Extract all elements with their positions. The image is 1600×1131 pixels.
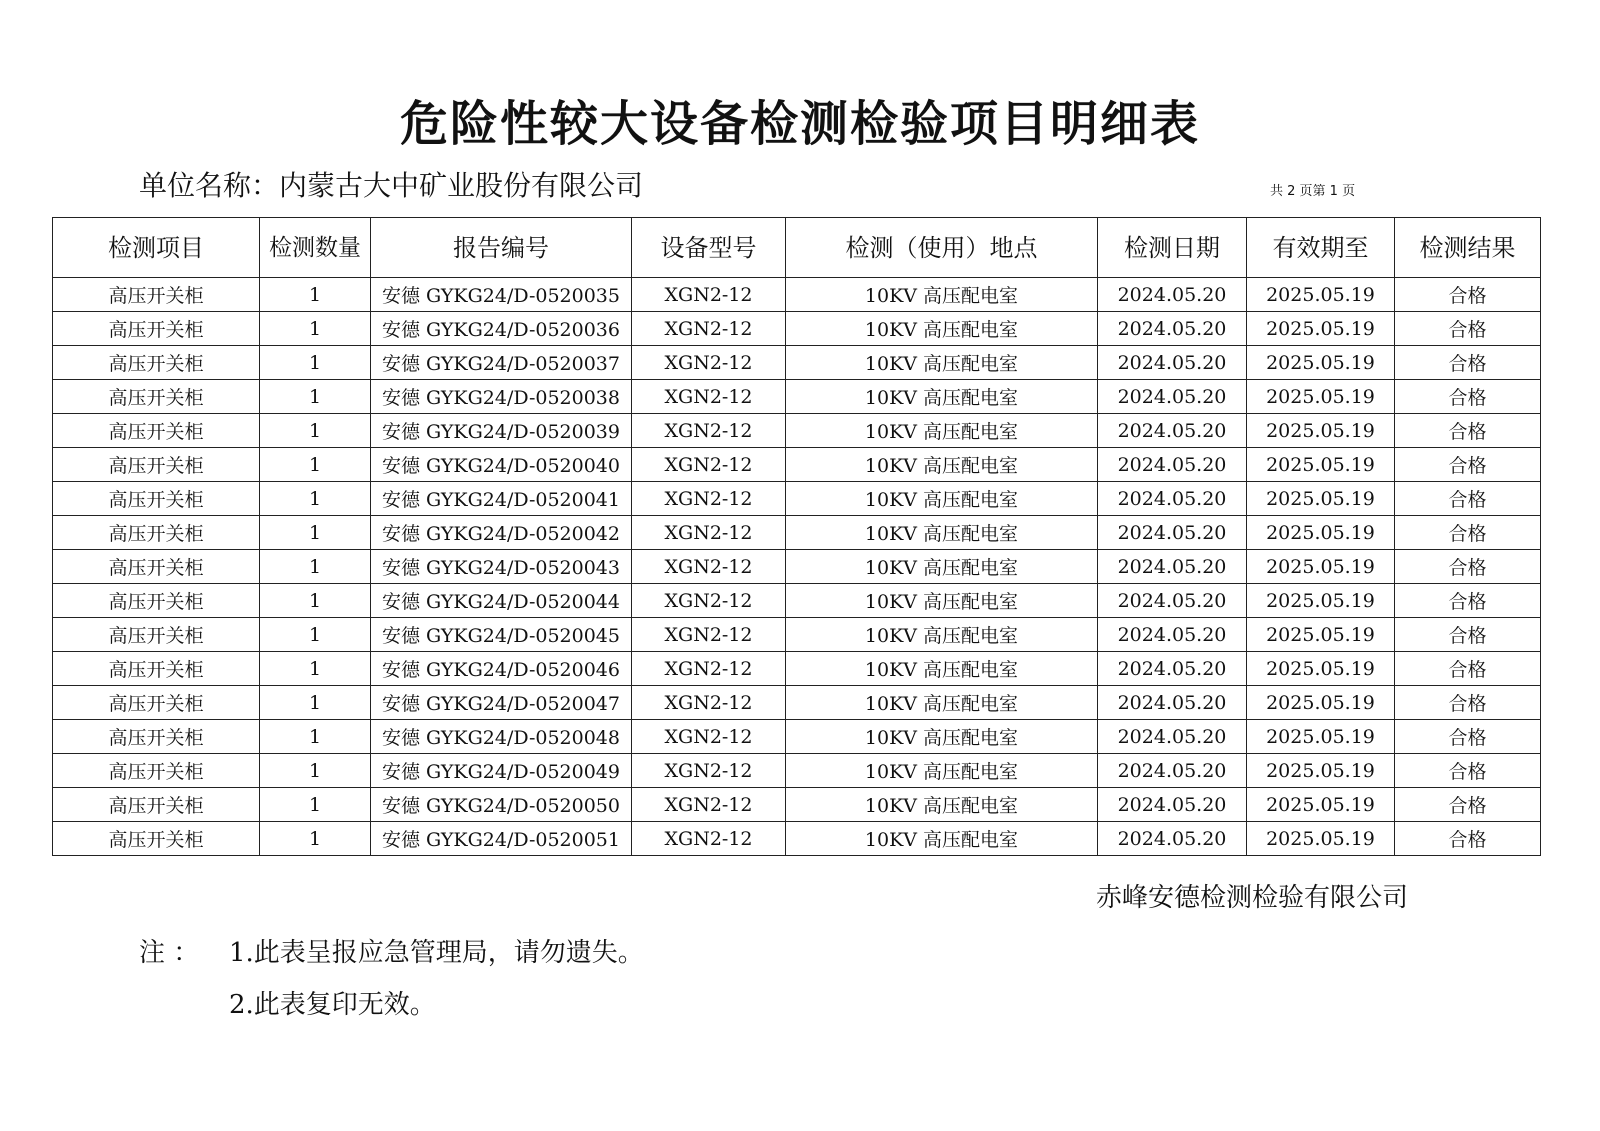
table-row [53,788,1541,822]
cell-location: 10KV 高压配电室 [786,618,1098,652]
table-row [53,754,1541,788]
cell-result: 合格 [1395,720,1541,754]
cell-inspection-item: 高压开关柜 [53,584,260,618]
cell-inspection-date: 2024.05.20 [1098,516,1247,550]
cell-location: 10KV 高压配电室 [786,516,1098,550]
cell-quantity: 1 [260,788,371,822]
note-item: 2.此表复印无效。 [229,990,436,1020]
table-row [53,414,1541,448]
cell-inspection-date: 2024.05.20 [1098,346,1247,380]
cell-location: 10KV 高压配电室 [786,380,1098,414]
cell-valid-until: 2025.05.19 [1247,686,1395,720]
cell-quantity: 1 [260,584,371,618]
cell-quantity: 1 [260,686,371,720]
cell-inspection-date: 2024.05.20 [1098,448,1247,482]
header-equipment-model: 设备型号 [632,218,786,278]
cell-equipment-model: XGN2-12 [632,278,786,312]
cell-report-number: 安德 GYKG24/D-0520038 [371,380,632,414]
cell-report-number: 安德 GYKG24/D-0520043 [371,550,632,584]
cell-quantity: 1 [260,278,371,312]
unit-name: 单位名称：内蒙古大中矿业股份有限公司 [139,169,644,202]
cell-inspection-item: 高压开关柜 [53,380,260,414]
cell-result: 合格 [1395,346,1541,380]
cell-inspection-date: 2024.05.20 [1098,822,1247,856]
cell-inspection-item: 高压开关柜 [53,346,260,380]
cell-location: 10KV 高压配电室 [786,822,1098,856]
cell-report-number: 安德 GYKG24/D-0520044 [371,584,632,618]
cell-location: 10KV 高压配电室 [786,448,1098,482]
notes-label: 注 ： [139,938,200,968]
cell-valid-until: 2025.05.19 [1247,788,1395,822]
cell-valid-until: 2025.05.19 [1247,380,1395,414]
cell-quantity: 1 [260,482,371,516]
header-result: 检测结果 [1395,218,1541,278]
cell-result: 合格 [1395,550,1541,584]
cell-result: 合格 [1395,788,1541,822]
cell-equipment-model: XGN2-12 [632,448,786,482]
cell-location: 10KV 高压配电室 [786,550,1098,584]
cell-quantity: 1 [260,312,371,346]
cell-report-number: 安德 GYKG24/D-0520048 [371,720,632,754]
cell-quantity: 1 [260,754,371,788]
header-quantity: 检测数量 [260,218,371,278]
cell-report-number: 安德 GYKG24/D-0520036 [371,312,632,346]
cell-inspection-item: 高压开关柜 [53,550,260,584]
cell-quantity: 1 [260,414,371,448]
cell-valid-until: 2025.05.19 [1247,550,1395,584]
cell-inspection-item: 高压开关柜 [53,754,260,788]
cell-quantity: 1 [260,448,371,482]
cell-location: 10KV 高压配电室 [786,652,1098,686]
cell-report-number: 安德 GYKG24/D-0520042 [371,516,632,550]
cell-location: 10KV 高压配电室 [786,414,1098,448]
cell-location: 10KV 高压配电室 [786,346,1098,380]
cell-result: 合格 [1395,312,1541,346]
cell-report-number: 安德 GYKG24/D-0520045 [371,618,632,652]
table-row [53,652,1541,686]
table-row [53,346,1541,380]
cell-inspection-date: 2024.05.20 [1098,720,1247,754]
cell-result: 合格 [1395,822,1541,856]
cell-inspection-item: 高压开关柜 [53,516,260,550]
cell-valid-until: 2025.05.19 [1247,822,1395,856]
cell-equipment-model: XGN2-12 [632,550,786,584]
cell-equipment-model: XGN2-12 [632,346,786,380]
cell-location: 10KV 高压配电室 [786,584,1098,618]
cell-inspection-item: 高压开关柜 [53,448,260,482]
cell-equipment-model: XGN2-12 [632,788,786,822]
note-item: 1.此表呈报应急管理局，请勿遗失。 [229,938,644,968]
cell-result: 合格 [1395,380,1541,414]
cell-valid-until: 2025.05.19 [1247,312,1395,346]
cell-valid-until: 2025.05.19 [1247,482,1395,516]
cell-equipment-model: XGN2-12 [632,516,786,550]
cell-equipment-model: XGN2-12 [632,618,786,652]
cell-result: 合格 [1395,754,1541,788]
cell-equipment-model: XGN2-12 [632,686,786,720]
cell-result: 合格 [1395,516,1541,550]
cell-inspection-item: 高压开关柜 [53,618,260,652]
header-report-number: 报告编号 [371,218,632,278]
cell-report-number: 安德 GYKG24/D-0520050 [371,788,632,822]
cell-location: 10KV 高压配电室 [786,278,1098,312]
cell-result: 合格 [1395,618,1541,652]
table-row [53,278,1541,312]
cell-report-number: 安德 GYKG24/D-0520047 [371,686,632,720]
cell-inspection-date: 2024.05.20 [1098,652,1247,686]
cell-inspection-date: 2024.05.20 [1098,312,1247,346]
inspection-table [52,217,1541,856]
cell-inspection-date: 2024.05.20 [1098,788,1247,822]
cell-equipment-model: XGN2-12 [632,584,786,618]
table-row [53,618,1541,652]
cell-result: 合格 [1395,448,1541,482]
cell-location: 10KV 高压配电室 [786,686,1098,720]
cell-equipment-model: XGN2-12 [632,652,786,686]
cell-equipment-model: XGN2-12 [632,754,786,788]
cell-inspection-date: 2024.05.20 [1098,414,1247,448]
cell-quantity: 1 [260,346,371,380]
cell-inspection-date: 2024.05.20 [1098,380,1247,414]
cell-quantity: 1 [260,720,371,754]
cell-quantity: 1 [260,652,371,686]
table-row [53,380,1541,414]
issuing-company: 赤峰安德检测检验有限公司 [1096,883,1409,913]
cell-result: 合格 [1395,414,1541,448]
cell-report-number: 安德 GYKG24/D-0520039 [371,414,632,448]
document-title: 危险性较大设备检测检验项目明细表 [399,96,1200,152]
table-row [53,482,1541,516]
cell-quantity: 1 [260,822,371,856]
header-inspection-date: 检测日期 [1098,218,1247,278]
cell-inspection-date: 2024.05.20 [1098,278,1247,312]
header-inspection-item: 检测项目 [53,218,260,278]
cell-valid-until: 2025.05.19 [1247,448,1395,482]
cell-quantity: 1 [260,380,371,414]
cell-equipment-model: XGN2-12 [632,482,786,516]
cell-report-number: 安德 GYKG24/D-0520035 [371,278,632,312]
cell-report-number: 安德 GYKG24/D-0520051 [371,822,632,856]
cell-valid-until: 2025.05.19 [1247,414,1395,448]
table-row [53,822,1541,856]
cell-inspection-date: 2024.05.20 [1098,482,1247,516]
cell-valid-until: 2025.05.19 [1247,278,1395,312]
cell-inspection-item: 高压开关柜 [53,482,260,516]
cell-equipment-model: XGN2-12 [632,822,786,856]
table-row [53,584,1541,618]
cell-inspection-item: 高压开关柜 [53,686,260,720]
header-location: 检测（使用）地点 [786,218,1098,278]
cell-report-number: 安德 GYKG24/D-0520041 [371,482,632,516]
table-row [53,516,1541,550]
cell-location: 10KV 高压配电室 [786,482,1098,516]
cell-inspection-date: 2024.05.20 [1098,754,1247,788]
cell-result: 合格 [1395,278,1541,312]
cell-report-number: 安德 GYKG24/D-0520037 [371,346,632,380]
page-info: 共 2 页第 1 页 [1270,184,1356,199]
table-row [53,720,1541,754]
table-row [53,550,1541,584]
cell-valid-until: 2025.05.19 [1247,516,1395,550]
cell-inspection-item: 高压开关柜 [53,822,260,856]
cell-inspection-item: 高压开关柜 [53,312,260,346]
cell-location: 10KV 高压配电室 [786,312,1098,346]
cell-report-number: 安德 GYKG24/D-0520049 [371,754,632,788]
cell-equipment-model: XGN2-12 [632,312,786,346]
cell-inspection-date: 2024.05.20 [1098,618,1247,652]
cell-report-number: 安德 GYKG24/D-0520040 [371,448,632,482]
cell-inspection-item: 高压开关柜 [53,652,260,686]
cell-valid-until: 2025.05.19 [1247,584,1395,618]
cell-valid-until: 2025.05.19 [1247,754,1395,788]
cell-inspection-date: 2024.05.20 [1098,686,1247,720]
cell-inspection-date: 2024.05.20 [1098,550,1247,584]
cell-location: 10KV 高压配电室 [786,720,1098,754]
cell-inspection-item: 高压开关柜 [53,720,260,754]
cell-result: 合格 [1395,686,1541,720]
cell-equipment-model: XGN2-12 [632,414,786,448]
cell-report-number: 安德 GYKG24/D-0520046 [371,652,632,686]
cell-quantity: 1 [260,550,371,584]
table-body [53,278,1541,856]
cell-quantity: 1 [260,618,371,652]
cell-inspection-date: 2024.05.20 [1098,584,1247,618]
cell-location: 10KV 高压配电室 [786,754,1098,788]
cell-inspection-item: 高压开关柜 [53,278,260,312]
header-valid-until: 有效期至 [1247,218,1395,278]
cell-location: 10KV 高压配电室 [786,788,1098,822]
cell-valid-until: 2025.05.19 [1247,346,1395,380]
cell-equipment-model: XGN2-12 [632,720,786,754]
cell-quantity: 1 [260,516,371,550]
table-row [53,312,1541,346]
table-row [53,448,1541,482]
cell-result: 合格 [1395,584,1541,618]
cell-equipment-model: XGN2-12 [632,380,786,414]
cell-inspection-item: 高压开关柜 [53,414,260,448]
cell-valid-until: 2025.05.19 [1247,618,1395,652]
table-row [53,686,1541,720]
cell-result: 合格 [1395,482,1541,516]
cell-valid-until: 2025.05.19 [1247,720,1395,754]
table-header-row [53,218,1541,278]
cell-inspection-item: 高压开关柜 [53,788,260,822]
cell-valid-until: 2025.05.19 [1247,652,1395,686]
cell-result: 合格 [1395,652,1541,686]
